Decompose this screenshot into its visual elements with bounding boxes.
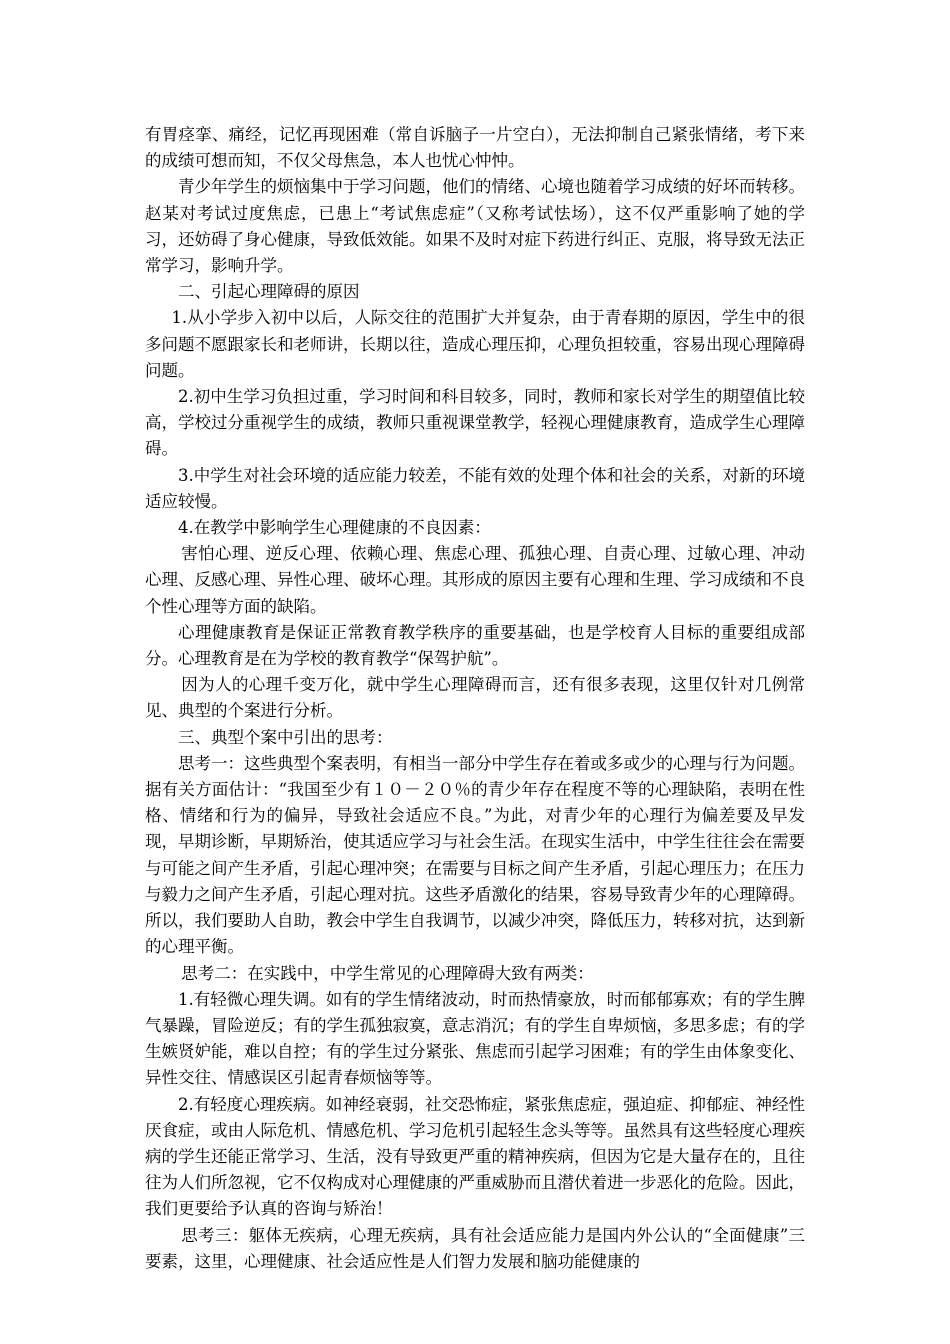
list-item-3: 3.中学生对社会环境的适应能力较差，不能有效的处理个体和社会的关系，对新的环境适应较慢。: [145, 465, 805, 511]
paragraph-thought-1: 思考一：这些典型个案表明，有相当一部分中学生存在着或多或少的心理与行为问题。据有关方面估计：“我国至少有１０－２０％的青少年存在程度不等的心理缺陷，表明在性格、情绪和行为的偏异，导致社会适应不良。”为此，对青少年的心理行为偏差要及早发现，早期诊断，早期矫治，使其适应学习与社会生活。在现实生活中，中学生往往会在需要与可能之间产生矛盾，引起心理冲突；在需要与目标之间产生矛盾，引起心理压力；在压力与毅力之间产生矛盾，引起心理对抗。这些矛盾激化的结果，容易导致青少年的心理障碍。所以，我们要助人自助，教会中学生自我调节，以减少冲突，降低压力，转移对抗，达到新的心理平衡。: [145, 753, 805, 957]
paragraph-continuation: 有胃痉挛、痛经，记忆再现困难（常自诉脑子一片空白），无法抑制自己紧张情绪，考下来的成绩可想而知，不仅父母焦急，本人也忧心忡忡。: [145, 125, 805, 171]
paragraph-thought-2: 思考二：在实践中，中学生常见的心理障碍大致有两类：: [181, 963, 594, 983]
paragraph: 因为人的心理千变万化，就中学生心理障碍而言，还有很多表现，这里仅针对几例常见、典型的个案进行分析。: [145, 675, 805, 721]
list-item-moderate: 2.有轻度心理疾病。如神经衰弱，社交恐怖症，紧张焦虑症，强迫症、抑郁症、神经性厌食症，或由人际危机、情感危机、学习危机引起轻生念头等等。虽然具有这些轻度心理疾病的学生还能正常学习、生活，没有导致更严重的精神疾病，但因为它是大量存在的，且往往为人们所忽视，它不仅构成对心理健康的严重威胁而且潜伏着进一步恶化的危险。因此，我们更要给予认真的咨询与矫治！: [145, 1094, 805, 1219]
document-body: [145, 122, 805, 1275]
list-item-1: 1.从小学步入初中以后，人际交往的范围扩大并复杂，由于青春期的原因，学生中的很多问题不愿跟家长和老师讲，长期以往，造成心理压抑，心理负担较重，容易出现心理障碍问题。: [145, 308, 805, 380]
paragraph: 青少年学生的烦恼集中于学习问题，他们的情绪、心境也随着学习成绩的好坏而转移。赵某对考试过度焦虑，已患上“考试焦虑症”（又称考试怯场），这不仅严重影响了她的学习，还妨碍了身心健康，导致低效能。如果不及时对症下药进行纠正、克服，将导致无法正常学习，影响升学。: [145, 177, 805, 276]
paragraph-thought-3: 思考三：躯体无疾病，心理无疾病，具有社会适应能力是国内外公认的“全面健康”三要素，这里，心理健康、社会适应性是人们智力发展和脑功能健康的: [145, 1225, 805, 1271]
list-item-4: 4.在教学中影响学生心理健康的不良因素：: [178, 518, 491, 538]
section-heading-2: 二、引起心理障碍的原因: [178, 282, 360, 302]
list-item-mild: 1.有轻微心理失调。如有的学生情绪波动，时而热情豪放，时而郁郁寡欢；有的学生脾气暴躁，冒险逆反；有的学生孤独寂寞，意志消沉；有的学生自卑烦恼，多思多虑；有的学生嫉贤妒能，难以自控；有的学生过分紧张、焦虑而引起学习困难；有的学生由体象变化、异性交往、情感误区引起青春烦恼等等。: [145, 989, 805, 1088]
list-item-2: 2.初中生学习负担过重，学习时间和科目较多，同时，教师和家长对学生的期望值比较高，学校过分重视学生的成绩，教师只重视课堂教学，轻视心理健康教育，造成学生心理障碍。: [145, 387, 805, 459]
section-heading-3: 三、典型个案中引出的思考：: [178, 727, 393, 747]
paragraph: 害怕心理、逆反心理、依赖心理、焦虑心理、孤独心理、自责心理、过敏心理、冲动心理、反感心理、异性心理、破坏心理。其形成的原因主要有心理和生理、学习成绩和不良个性心理等方面的缺陷。: [145, 544, 805, 616]
paragraph: 心理健康教育是保证正常教育教学秩序的重要基础，也是学校育人目标的重要组成部分。心理教育是在为学校的教育教学“保驾护航”。: [145, 622, 805, 669]
